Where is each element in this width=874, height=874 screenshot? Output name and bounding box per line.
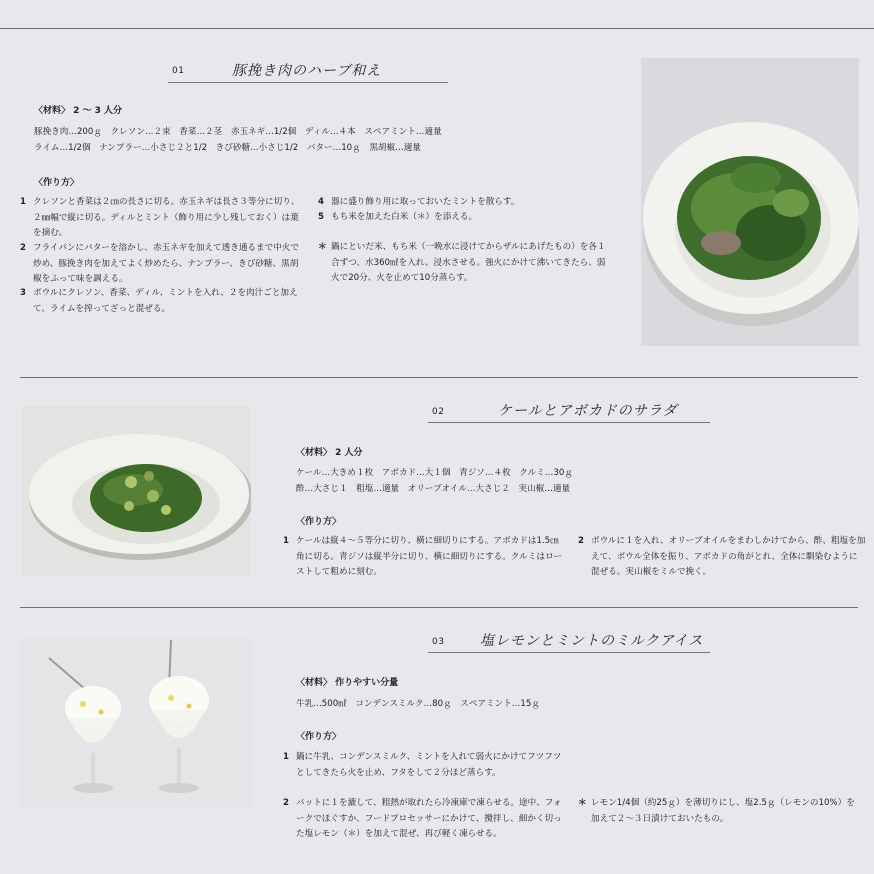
step-text: 器に盛り飾り用に取っておいたミントを散らす。 bbox=[331, 197, 520, 207]
method-step bbox=[20, 286, 302, 317]
ingredients-line: 牛乳…500㎖ コンデンスミルク…80ｇ スペアミント…15ｇ bbox=[296, 699, 540, 709]
top-rule bbox=[0, 28, 874, 29]
kale-avocado-salad-photo bbox=[21, 406, 251, 576]
method-step bbox=[20, 195, 302, 242]
step-text: フライパンにバターを溶かし、赤玉ネギを加えて透き通るまで中火で炒め、豚挽き肉を加えてよく炒めたら、ナンプラー、きび砂糖、黒胡椒をふって味を調える。 bbox=[33, 243, 299, 284]
method-label: 〈作り方〉 bbox=[296, 732, 342, 742]
milk-ice-photo bbox=[21, 638, 251, 808]
step-number: 4 bbox=[318, 197, 324, 207]
step-number: 5 bbox=[318, 212, 324, 222]
ingredients-line: ライム…1/2個 ナンプラー…小さじ２と1/2 きび砂糖…小さじ1/2 バター…10ｇ 黒胡椒…適量 bbox=[34, 143, 421, 153]
title-underline bbox=[428, 422, 710, 423]
step-text: クレソンと香菜は２㎝の長さに切る。赤玉ネギは長さ３等分に切り、２㎜幅で縦に切る。ディルとミント（飾り用に少し残しておく）は葉を摘む。 bbox=[33, 197, 300, 238]
method-step bbox=[318, 195, 608, 211]
section-divider bbox=[20, 377, 858, 378]
method-step bbox=[20, 241, 302, 288]
method-note bbox=[318, 240, 608, 287]
note-text: レモン1/4個（約25ｇ）を薄切りにし、塩2.5ｇ（レモンの10%）を加えて２〜３日漬けておいたもの。 bbox=[591, 798, 855, 824]
step-number: 1 bbox=[283, 536, 289, 546]
ingredients-label: 〈材料〉 2 〜 3 人分 bbox=[34, 106, 123, 116]
ingredients-line: 酢…大さじ１ 粗塩…適量 オリーブオイル…大さじ２ 実山椒…適量 bbox=[296, 484, 571, 494]
note-mark: ＊ bbox=[578, 798, 587, 808]
method-step bbox=[283, 534, 565, 581]
recipe-number: 02 bbox=[432, 407, 445, 417]
recipe-number: 01 bbox=[172, 66, 185, 76]
herb-pork-salad-photo bbox=[641, 58, 859, 346]
step-text: バットに１を漉して、粗熱が取れたら冷凍庫で凍らせる。途中、フォークでほぐすか、フードプロセッサーにかけて、攪拌し、細かく切った塩レモン（＊）を加えて混ぜ、再び軽く凍らせる。 bbox=[296, 798, 562, 839]
step-text: 鍋に牛乳、コンデンスミルク、ミントを入れて弱火にかけてフツフツとしてきたら火を止め、フタをして２分ほど蒸らす。 bbox=[296, 752, 562, 778]
title-underline bbox=[168, 82, 448, 83]
title-underline bbox=[428, 652, 710, 653]
method-note bbox=[578, 796, 858, 827]
step-text: ボウルにクレソン、香菜、ディル、ミントを入れ、２を肉汁ごと加えて、ライムを搾ってざっと混ぜる。 bbox=[33, 288, 298, 314]
step-number: 2 bbox=[20, 243, 26, 253]
ingredients-label: 〈材料〉 2 人分 bbox=[296, 448, 363, 458]
ingredients-label: 〈材料〉 作りやすい分量 bbox=[296, 678, 399, 688]
step-text: ケールは縦４〜５等分に切り、横に細切りにする。アボカドは1.5㎝角に切る。青ジソは縦半分に切り、横に細切りにする。クルミはローストして粗めに刻む。 bbox=[296, 536, 563, 577]
step-text: もち米を加えた白米（＊）を添える。 bbox=[331, 212, 478, 222]
method-step bbox=[318, 210, 608, 226]
note-text: 鍋にといだ米、もち米（一晩水に浸けてからザルにあげたもの）を各１合ずつ、水360㎖を入れ、浸水させる。強火にかけて沸いてきたら、弱火で20分、火を止めて10分蒸らす。 bbox=[331, 242, 606, 283]
step-number: 1 bbox=[20, 197, 26, 207]
method-step bbox=[283, 750, 565, 781]
section-divider bbox=[20, 607, 858, 608]
recipe-title: ケールとアボカドのサラダ bbox=[498, 403, 678, 419]
step-number: 2 bbox=[578, 536, 584, 546]
step-number: 3 bbox=[20, 288, 26, 298]
method-step bbox=[578, 534, 866, 581]
step-number: 2 bbox=[283, 798, 289, 808]
recipe-title: 豚挽き肉のハーブ和え bbox=[232, 63, 382, 79]
step-number: 1 bbox=[283, 752, 289, 762]
step-text: ボウルに１を入れ、オリーブオイルをまわしかけてから、酢、粗塩を加えて、ボウル全体を振り、アボカドの角がとれ、全体に馴染むように混ぜる。実山椒をミルで挽く。 bbox=[591, 536, 866, 577]
ingredients-line: ケール…大きめ１枚 アボカド…大１個 青ジソ…４枚 クルミ…30ｇ bbox=[296, 468, 573, 478]
method-label: 〈作り方〉 bbox=[34, 178, 80, 188]
method-step bbox=[283, 796, 565, 843]
recipe-number: 03 bbox=[432, 637, 445, 647]
method-label: 〈作り方〉 bbox=[296, 517, 342, 527]
ingredients-line: 豚挽き肉…200ｇ クレソン…２束 香菜…２茎 赤玉ネギ…1/2個 ディル…４本 スペアミント…適量 bbox=[34, 127, 442, 137]
note-mark: ＊ bbox=[318, 242, 327, 252]
recipe-title: 塩レモンとミントのミルクアイス bbox=[480, 633, 704, 649]
